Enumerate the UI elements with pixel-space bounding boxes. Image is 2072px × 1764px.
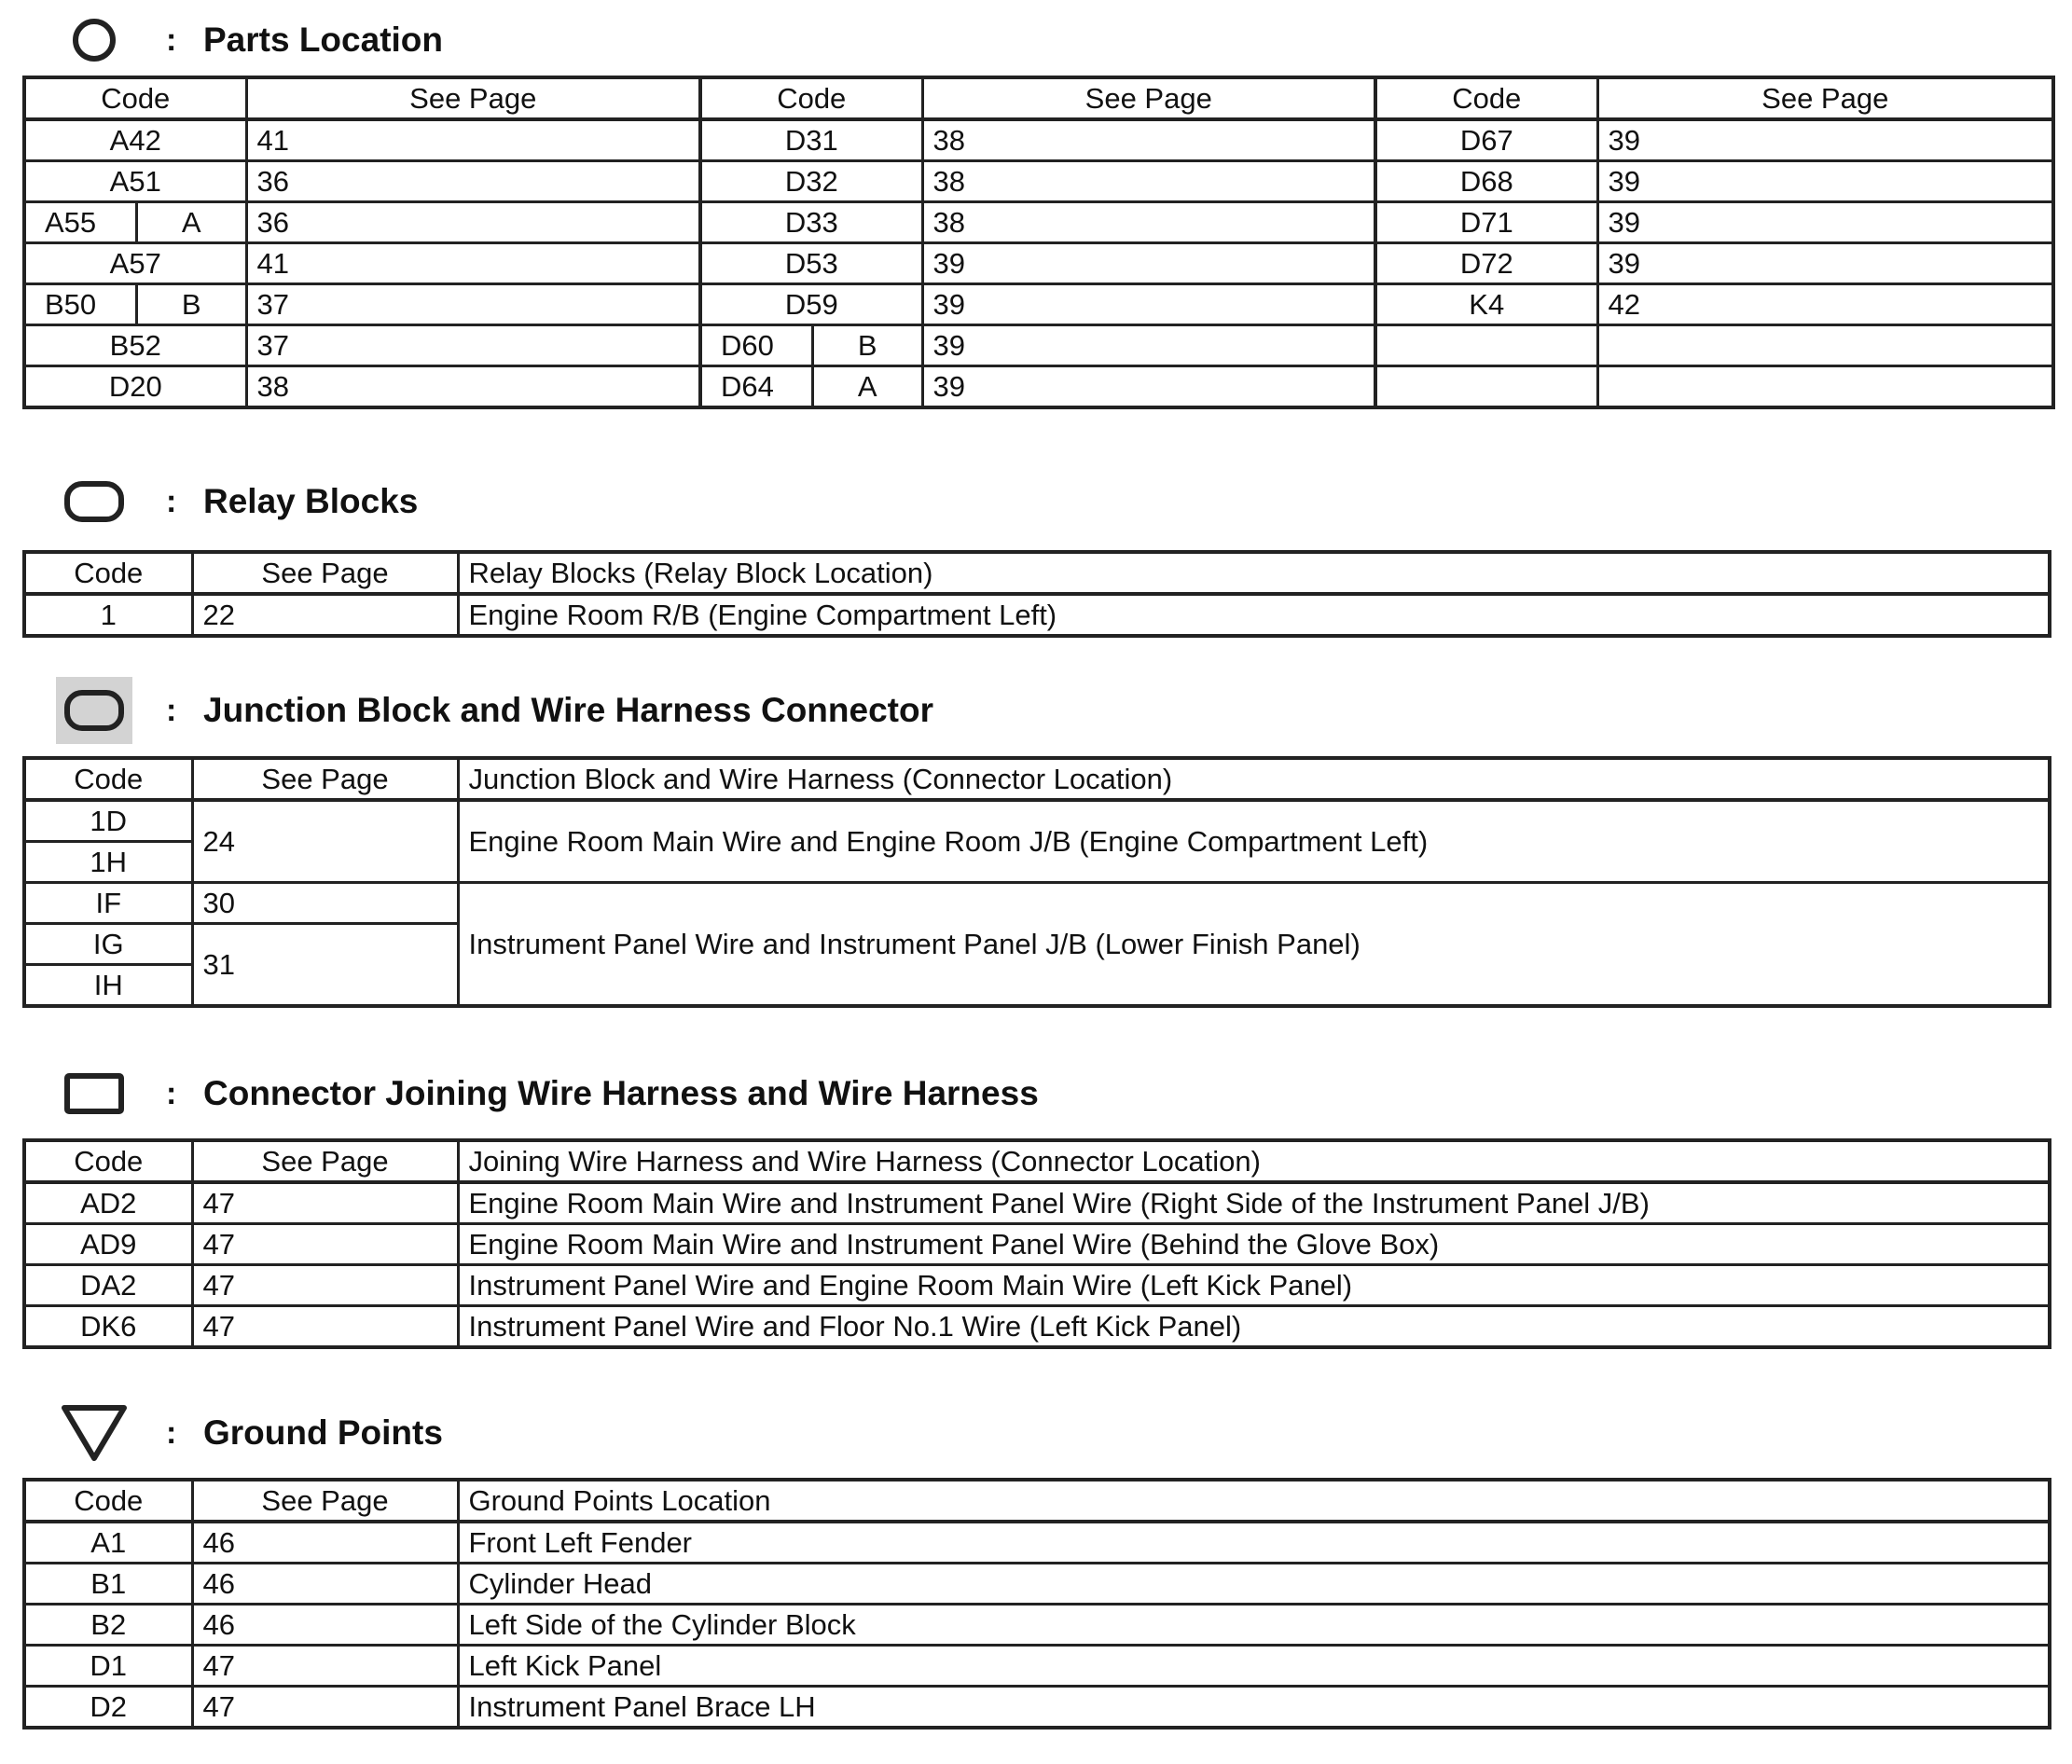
code-cell [24, 202, 246, 243]
code-cell [700, 325, 922, 366]
ground-points-table [22, 1478, 2051, 1730]
code-cell: DK6 [24, 1306, 192, 1348]
table-row [24, 1646, 2050, 1687]
code-cell: D33 [700, 202, 922, 243]
page-cell: 39 [922, 284, 1375, 325]
sub-code: B [181, 287, 201, 321]
table-row [24, 594, 2050, 636]
code-cell: B1 [24, 1564, 192, 1605]
page-cell: 41 [246, 243, 700, 284]
see-page-header: See Page [192, 1480, 458, 1522]
connector-heading: : Connector Joining Wire Harness and Wire Harness [56, 1066, 1039, 1122]
table-row [24, 284, 2053, 325]
table-header-row [24, 1480, 2050, 1522]
code-header: Code [24, 1140, 192, 1182]
location-cell: Left Side of the Cylinder Block [458, 1605, 2050, 1646]
page-cell: 22 [192, 594, 458, 636]
page-cell: 38 [246, 366, 700, 408]
see-page-header: See Page [1597, 77, 2053, 119]
page-cell: 46 [192, 1605, 458, 1646]
code: D64 [702, 367, 814, 406]
page-cell: 47 [192, 1224, 458, 1265]
triangle-down-icon [56, 1405, 132, 1461]
table-header-row [24, 1140, 2050, 1182]
see-page-header: See Page [922, 77, 1375, 119]
circle-icon [56, 12, 132, 68]
table-row [24, 1265, 2050, 1306]
see-page-header: See Page [246, 77, 700, 119]
table-row: IH [24, 965, 2050, 1007]
location-header: Relay Blocks (Relay Block Location) [458, 552, 2050, 594]
location-cell: Engine Room Main Wire and Instrument Panel Wire (Right Side of the Instrument Panel J/B) [458, 1182, 2050, 1224]
relay-blocks-heading: : Relay Blocks [56, 474, 418, 530]
table-row: 1H [24, 842, 2050, 883]
page-cell: 37 [246, 284, 700, 325]
page-cell: 39 [922, 366, 1375, 408]
page-cell: 47 [192, 1265, 458, 1306]
table-row [24, 1522, 2050, 1564]
page-cell: 47 [192, 1687, 458, 1729]
location-cell: Instrument Panel Brace LH [458, 1687, 2050, 1729]
split-code [702, 367, 921, 406]
table-header-row [24, 77, 2053, 119]
code-cell: A1 [24, 1522, 192, 1564]
page-cell: 36 [246, 161, 700, 202]
rectangle-icon [56, 1066, 132, 1122]
code-header: Code [700, 77, 922, 119]
page-cell [1597, 366, 2053, 408]
code-cell: K4 [1375, 284, 1597, 325]
code-cell: D59 [700, 284, 922, 325]
code-cell [1375, 325, 1597, 366]
code-cell: A51 [24, 161, 246, 202]
table-row [24, 1605, 2050, 1646]
sub-code: A [181, 205, 201, 239]
page-cell [1597, 325, 2053, 366]
connector-table [22, 1138, 2051, 1349]
location-cell: Front Left Fender [458, 1522, 2050, 1564]
location-cell: Engine Room Main Wire and Instrument Panel Wire (Behind the Glove Box) [458, 1224, 2050, 1265]
code-cell: D68 [1375, 161, 1597, 202]
page-cell: 42 [1597, 284, 2053, 325]
code: D60 [702, 326, 814, 365]
table-row [24, 1687, 2050, 1729]
code-cell: D32 [700, 161, 922, 202]
table-header-row [24, 552, 2050, 594]
code-cell [700, 366, 922, 408]
page-cell: 39 [1597, 202, 2053, 243]
page-cell: 38 [922, 161, 1375, 202]
code-cell: D20 [24, 366, 246, 408]
code-cell: D53 [700, 243, 922, 284]
code-cell [1375, 366, 1597, 408]
code-cell: D1 [24, 1646, 192, 1687]
page-cell: 39 [922, 243, 1375, 284]
code-cell: D71 [1375, 202, 1597, 243]
location-cell: Instrument Panel Wire and Floor No.1 Wire (Left Kick Panel) [458, 1306, 2050, 1348]
page-cell: 47 [192, 1306, 458, 1348]
table-header-row: Code See Page Junction Block and Wire Harness (Connector Location) [24, 758, 2050, 800]
see-page-header: See Page [192, 1140, 458, 1182]
location-cell: Cylinder Head [458, 1564, 2050, 1605]
table-row [24, 1306, 2050, 1348]
page-cell: 37 [246, 325, 700, 366]
section-title: Parts Location [203, 21, 443, 59]
code-cell: 1 [24, 594, 192, 636]
page-cell: 39 [922, 325, 1375, 366]
shaded-rounded-rect-icon [56, 677, 132, 744]
code-cell: A42 [24, 119, 246, 161]
ground-points-heading: : Ground Points [56, 1405, 443, 1461]
split-code [26, 203, 245, 241]
table-row [24, 161, 2053, 202]
location-cell: Instrument Panel Wire and Engine Room Main Wire (Left Kick Panel) [458, 1265, 2050, 1306]
page-cell: 38 [922, 119, 1375, 161]
location-cell: Left Kick Panel [458, 1646, 2050, 1687]
table-row: IF 30 Instrument Panel Wire and Instrument Panel J/B (Lower Finish Panel) [24, 883, 2050, 924]
code-cell: AD9 [24, 1224, 192, 1265]
split-code [702, 326, 921, 365]
section-title: Relay Blocks [203, 482, 419, 520]
table-row [24, 325, 2053, 366]
section-title: Connector Joining Wire Harness and Wire Harness [203, 1074, 1039, 1112]
table-row [24, 366, 2053, 408]
code-cell: B52 [24, 325, 246, 366]
table-row [24, 202, 2053, 243]
location-cell: Engine Room R/B (Engine Compartment Left) [458, 594, 2050, 636]
page-cell: 36 [246, 202, 700, 243]
code-header: Code [24, 552, 192, 594]
page-cell: 39 [1597, 119, 2053, 161]
table-row [24, 1564, 2050, 1605]
code-header: Code [24, 77, 246, 119]
page-cell: 46 [192, 1522, 458, 1564]
code-cell: A57 [24, 243, 246, 284]
parts-location-table [22, 76, 2055, 409]
code-header: Code [1375, 77, 1597, 119]
table-row [24, 243, 2053, 284]
code: B50 [26, 285, 138, 324]
rounded-rect-icon [56, 474, 132, 530]
code-cell: D72 [1375, 243, 1597, 284]
code-cell: B2 [24, 1605, 192, 1646]
page-cell: 39 [1597, 161, 2053, 202]
relay-blocks-table [22, 550, 2051, 638]
table-row [24, 119, 2053, 161]
code-header: Code [24, 1480, 192, 1522]
code-cell: D67 [1375, 119, 1597, 161]
page-cell: 47 [192, 1182, 458, 1224]
sub-code: B [857, 328, 877, 362]
junction-block-table [22, 756, 2051, 1008]
location-header: Joining Wire Harness and Wire Harness (Connector Location) [458, 1140, 2050, 1182]
page-cell: 47 [192, 1646, 458, 1687]
code-cell: DA2 [24, 1265, 192, 1306]
section-title: Ground Points [203, 1413, 443, 1452]
code: A55 [26, 203, 138, 241]
section-title: Junction Block and Wire Harness Connector [203, 691, 933, 729]
table-row [24, 1224, 2050, 1265]
junction-block-heading: : Junction Block and Wire Harness Connector [56, 682, 933, 738]
table-row: IG 31 [24, 924, 2050, 965]
split-code [26, 285, 245, 324]
code-cell [24, 284, 246, 325]
code-cell: D2 [24, 1687, 192, 1729]
page-cell: 39 [1597, 243, 2053, 284]
page-cell: 41 [246, 119, 700, 161]
code-cell: D31 [700, 119, 922, 161]
parts-location-heading: : Parts Location [56, 12, 443, 68]
location-header: Ground Points Location [458, 1480, 2050, 1522]
code-cell: AD2 [24, 1182, 192, 1224]
page-cell: 38 [922, 202, 1375, 243]
page-cell: 46 [192, 1564, 458, 1605]
sub-code: A [857, 369, 877, 403]
see-page-header: See Page [192, 552, 458, 594]
table-row [24, 1182, 2050, 1224]
table-row: 1D 24 Engine Room Main Wire and Engine Room J/B (Engine Compartment Left) [24, 800, 2050, 842]
